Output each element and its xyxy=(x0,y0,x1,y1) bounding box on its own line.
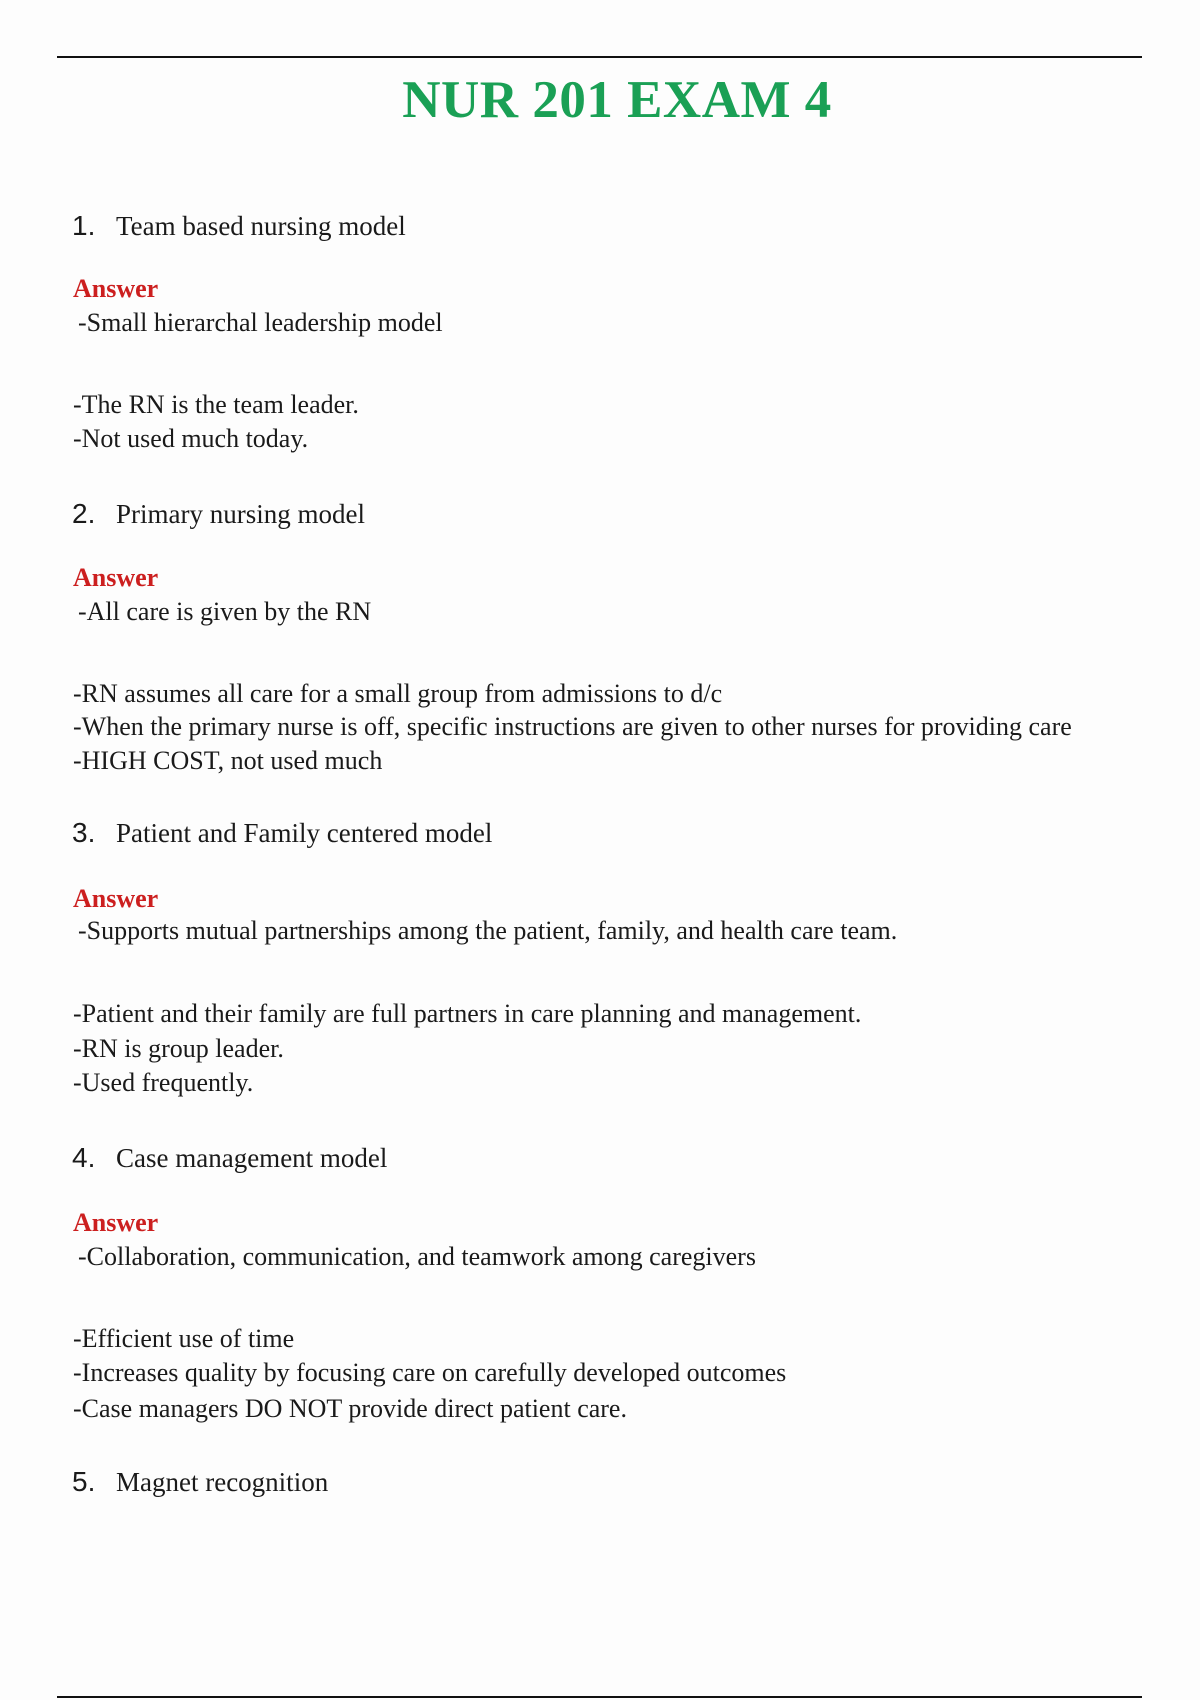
answer-line: -When the primary nurse is off, specific instructions are given to other nurses for providing care xyxy=(73,712,1072,741)
answer-label: Answer xyxy=(73,274,159,303)
answer-line: -Supports mutual partnerships among the patient, family, and health care team. xyxy=(78,916,898,945)
question-number: 2. xyxy=(72,498,96,529)
page-title: NUR 201 EXAM 4 xyxy=(402,71,832,129)
answer-line: -All care is given by the RN xyxy=(78,597,372,626)
question-text: Primary nursing model xyxy=(116,499,365,529)
question-4 xyxy=(72,1142,387,1174)
answer-line: -Small hierarchal leadership model xyxy=(78,308,443,337)
answer-label: Answer xyxy=(73,1208,159,1237)
question-5 xyxy=(72,1466,328,1498)
question-number: 3. xyxy=(72,817,96,848)
top-rule xyxy=(57,56,1142,58)
question-2 xyxy=(72,498,365,530)
answer-line: -RN is group leader. xyxy=(73,1034,284,1063)
answer-line: -HIGH COST, not used much xyxy=(73,746,383,775)
question-text: Team based nursing model xyxy=(116,211,406,241)
question-number: 4. xyxy=(72,1142,96,1173)
answer-line: -Increases quality by focusing care on carefully developed outcomes xyxy=(73,1358,787,1387)
bottom-rule xyxy=(57,1696,1142,1698)
question-text: Magnet recognition xyxy=(116,1467,329,1497)
answer-line: -Used frequently. xyxy=(73,1068,254,1097)
question-1 xyxy=(72,210,406,242)
answer-line: -Not used much today. xyxy=(73,424,309,453)
answer-line: -The RN is the team leader. xyxy=(73,390,359,419)
question-text: Patient and Family centered model xyxy=(116,818,493,848)
answer-label: Answer xyxy=(73,884,159,913)
answer-line: -RN assumes all care for a small group from admissions to d/c xyxy=(73,679,723,708)
question-3 xyxy=(72,817,492,849)
answer-line: -Case managers DO NOT provide direct patient care. xyxy=(73,1394,627,1423)
answer-label: Answer xyxy=(73,563,159,592)
question-number: 1. xyxy=(72,210,96,241)
answer-line: -Efficient use of time xyxy=(73,1324,295,1353)
answer-line: -Patient and their family are full partners in care planning and management. xyxy=(73,999,862,1028)
question-text: Case management model xyxy=(116,1143,388,1173)
answer-line: -Collaboration, communication, and teamwork among caregivers xyxy=(78,1242,756,1271)
question-number: 5. xyxy=(72,1466,96,1497)
